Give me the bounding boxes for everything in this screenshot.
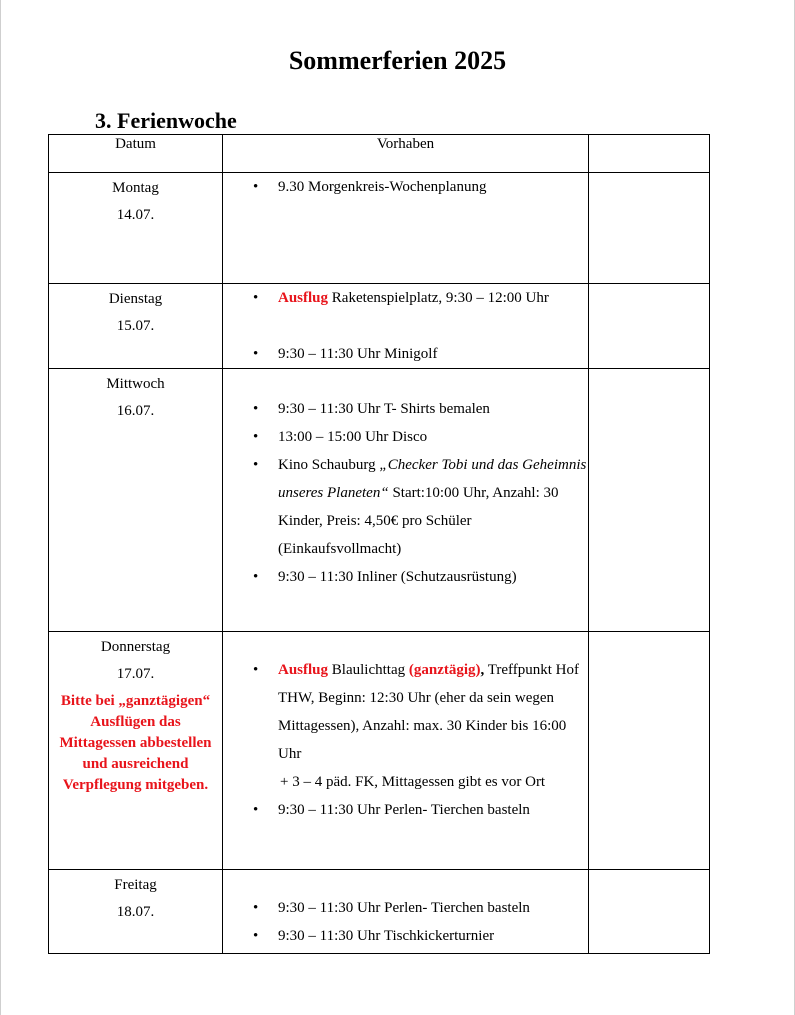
list-item: • 9:30 – 11:30 Uhr Tischkickerturnier (253, 922, 588, 950)
plan-cell (223, 369, 589, 632)
week-heading: 3. Ferienwoche (95, 108, 237, 133)
day-date: 15.07. (116, 318, 155, 334)
header-empty-cell (589, 135, 710, 173)
plan-cell (223, 632, 589, 870)
plan-cell (223, 284, 589, 369)
day-cell (49, 173, 223, 284)
day-cell (49, 284, 223, 369)
header-plan-cell (223, 135, 589, 173)
table-row-montag (49, 173, 710, 284)
empty-cell (589, 632, 710, 870)
day-name: Mittwoch (106, 376, 165, 392)
list-item (253, 284, 588, 312)
day-name: Dienstag (108, 291, 163, 307)
header-date: Datum (115, 136, 156, 152)
item-text: Treffpunkt Hof THW, Beginn: 12:30 Uhr (eher da sein wegen Mittagessen), Anzahl: max. 30 Kinder bis 16:00 Uhr (278, 662, 579, 762)
list-item: • 9:30 – 11:30 Uhr Minigolf (253, 340, 588, 368)
staff-note: + 3 – 4 päd. FK, Mittagessen gibt es vor Ort (280, 774, 546, 790)
table-row-freitag (49, 870, 710, 954)
empty-cell (589, 284, 710, 369)
plan-cell (223, 173, 589, 284)
day-date: 14.07. (116, 207, 155, 223)
day-cell (49, 870, 223, 954)
day-cell (49, 632, 223, 870)
day-cell (49, 369, 223, 632)
list-item (253, 656, 588, 768)
table-header-row (49, 135, 710, 173)
list-item: • 13:00 – 15:00 Uhr Disco (253, 423, 588, 451)
schedule-table (48, 134, 710, 954)
item-text: Start:10:00 Uhr, Anzahl: 30 Kinder, Preis: 4,50€ pro Schüler (Einkaufsvollmacht) (278, 485, 559, 557)
item-text: Kino Schauburg (278, 457, 380, 473)
header-plan: Vorhaben (376, 136, 435, 152)
day-date: 18.07. (116, 904, 155, 920)
day-date: 17.07. (116, 666, 155, 682)
table-row-donnerstag (49, 632, 710, 870)
empty-cell (589, 173, 710, 284)
plan-cell (223, 870, 589, 954)
day-name: Donnerstag (100, 639, 171, 655)
activity-list (223, 656, 588, 768)
table-row-mittwoch (49, 369, 710, 632)
list-item: • 9:30 – 11:30 Uhr T- Shirts bemalen (253, 395, 588, 423)
day-name: Montag (112, 180, 159, 196)
activity-list (223, 894, 588, 950)
empty-cell (589, 870, 710, 954)
list-item: • 9:30 – 11:30 Uhr Perlen- Tierchen basteln (253, 894, 588, 922)
movie-title: „Checker Tobi und das Geheimnis unseres Planeten“ (278, 457, 587, 501)
day-name: Freitag (114, 877, 157, 893)
activity-list (223, 173, 588, 201)
table-row-dienstag (49, 284, 710, 369)
item-comma: , (480, 662, 485, 678)
lunch-note: Bitte bei „ganztägigen“ Ausflügen das Mittagessen abbestellen und ausreichend Verpflegung mitgeben. (59, 693, 212, 793)
full-day-highlight: (ganztägig) (408, 662, 481, 678)
list-item (253, 451, 588, 563)
activity-list (223, 796, 588, 824)
activity-list (223, 395, 588, 591)
activity-list (223, 284, 588, 368)
ausflug-highlight: Ausflug (278, 290, 329, 306)
empty-cell (589, 369, 710, 632)
page-edge-left (0, 0, 1, 1015)
ausflug-highlight: Ausflug (278, 662, 329, 678)
item-text: Blaulichttag (328, 662, 409, 678)
day-date: 16.07. (116, 403, 155, 419)
list-item: • 9:30 – 11:30 Uhr Perlen- Tierchen basteln (253, 796, 588, 824)
list-item: • 9:30 – 11:30 Inliner (Schutzausrüstung) (253, 563, 588, 591)
page-title: Sommerferien 2025 (288, 46, 507, 75)
list-item: • 9.30 Morgenkreis-Wochenplanung (253, 173, 588, 201)
header-date-cell (49, 135, 223, 173)
item-text: Raketenspielplatz, 9:30 – 12:00 Uhr (328, 290, 549, 306)
